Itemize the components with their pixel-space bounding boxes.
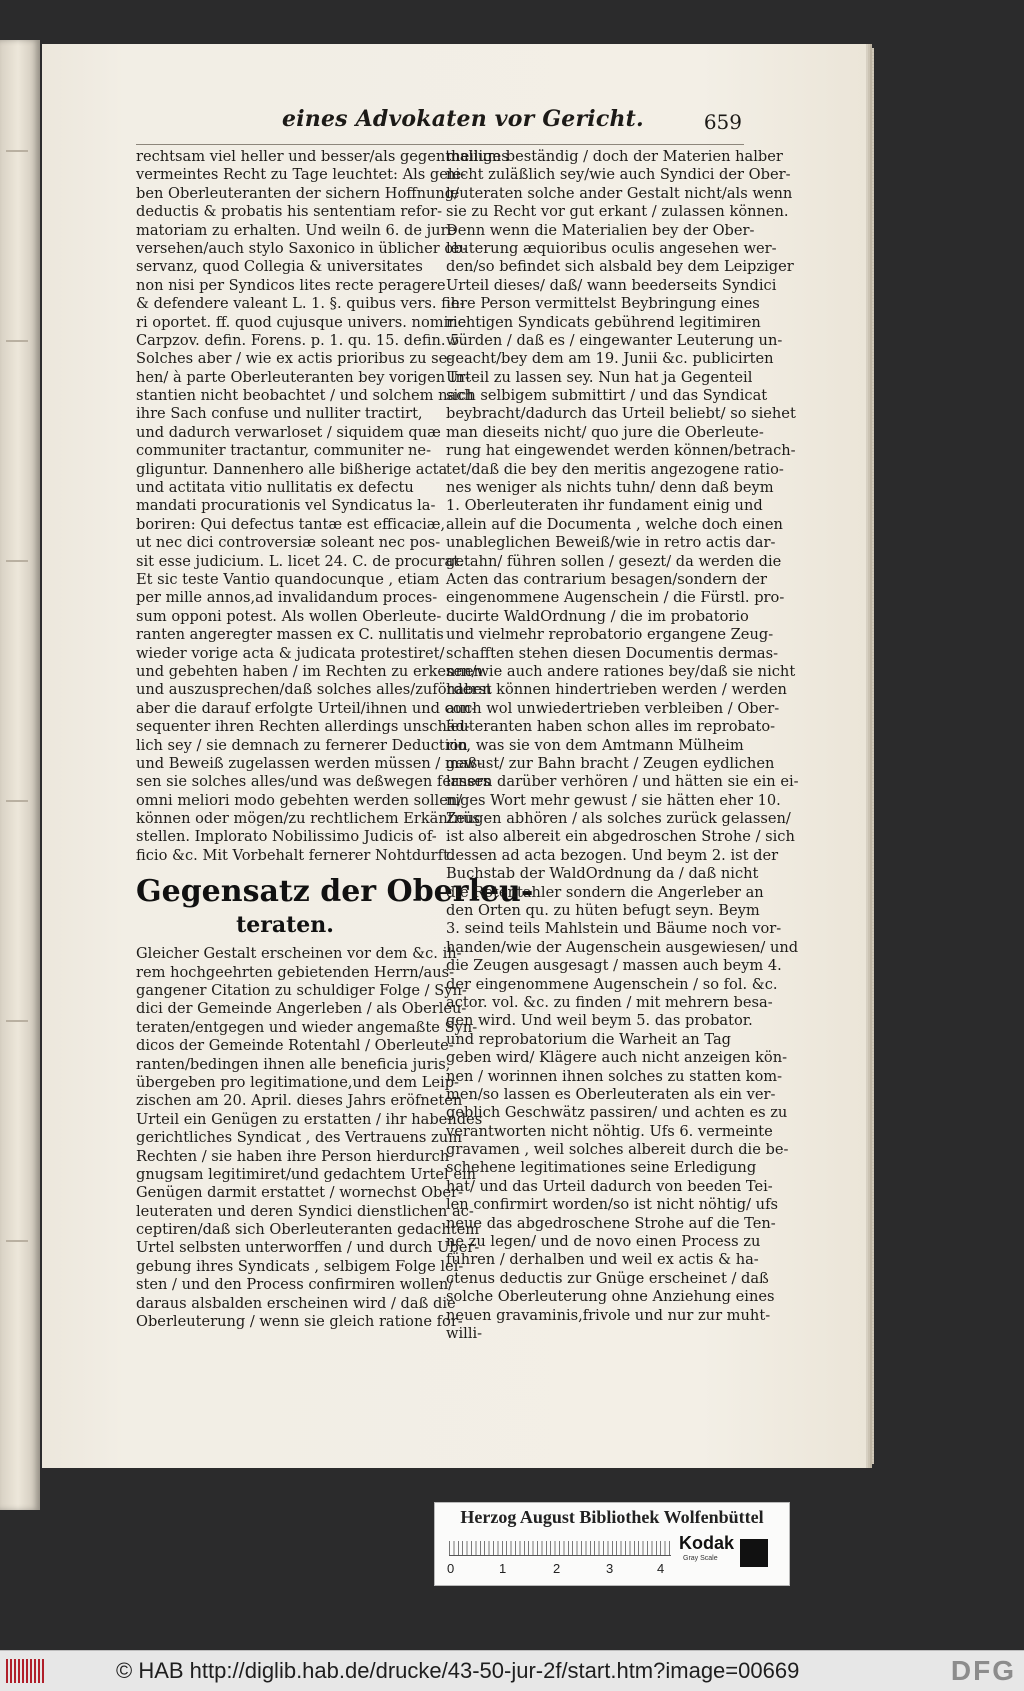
text-line: ranten/bedingen ihnen alle beneficia juris, [136,1055,451,1073]
text-line: können oder mögen/zu rechtlichem Erkäntnüs [136,810,480,828]
text-line: servanz, quod Collegia & universitates [136,258,423,276]
text-line: ceptiren/daß sich Oberleuteranten gedachtem [136,1221,480,1239]
section-heading-continued: teraten. [236,912,334,939]
text-line: dici der Gemeinde Angerleben / als Oberleu- [136,1000,467,1018]
text-line: sum opponi potest. Als wollen Oberleute- [136,607,442,625]
left-page-edge [0,40,40,1510]
scale-number: 4 [657,1561,665,1576]
text-line: non nisi per Syndicos lites recte peragere [136,276,446,294]
footer-bar [0,1650,1024,1691]
text-line: und dadurch verwarloset / siquidem quæ [136,423,441,441]
text-line: eingenommene Augenschein / die Fürstl. pro- [446,589,785,607]
text-line: deductis & probatis his sententiam refor- [136,203,443,221]
text-line: ficio &c. Mit Vorbehalt fernerer Nohtdurft. [136,846,454,864]
header-rule [136,144,744,145]
text-line: Urteil zu lassen sey. Nun hat ja Gegenteil [446,368,753,386]
scale-number: 0 [447,1561,455,1576]
text-line: zischen am 20. April. dieses Jahrs eröfneten [136,1092,463,1110]
text-line: communiter tractantur, communiter ne- [136,442,431,460]
text-line: auch wol unwiedertrieben verbleiben / Ober- [446,699,780,717]
text-line: gerichtliches Syndicat , des Vertrauens zum [136,1129,462,1147]
text-line: und Beweiß zugelassen werden müssen / maß- [136,754,483,772]
library-name: Herzog August Bibliothek Wolfenbüttel [460,1507,764,1527]
dfg-logo: DFG [950,1655,1016,1686]
kodak-logo: Kodak [679,1533,735,1553]
text-line: sit esse judicium. L. licet 24. C. de procurat. [136,552,464,570]
text-line: ranten angeregter massen ex C. nullitatis [136,626,444,644]
text-line: Solches aber / wie ex actis prioribus zu se- [136,350,453,368]
text-line: per mille annos,ad invalidandum proces- [136,589,438,607]
text-line: versehen/auch stylo Saxonico in üblicher ob- [136,239,468,257]
text-line: sen/wie auch andere rationes bey/daß sie nicht [446,662,796,680]
text-line: nen / worinnen ihnen solches zu statten kom- [446,1067,783,1085]
text-line: vermeintes Recht zu Tage leuchtet: Als gele- [136,166,467,184]
text-line: die Rotentahler sondern die Angerleber an [446,883,764,901]
text-line: niges Wort mehr gewust / sie hätten eher 10. [446,791,781,809]
text-line: teraten/entgegen und wieder angemaßte Syn- [136,1018,478,1036]
text-line: stantien nicht beobachtet / und solchem nach [136,387,474,405]
text-line: und reprobatorium die Warheit an Tag [446,1030,731,1048]
text-line: men/so lassen es Oberleuteraten als ein ver- [446,1085,776,1103]
text-line: & defendere valeant L. 1. §. quibus vers. fie- [136,295,465,313]
text-line: rechtsam viel heller und besser/als gegentheiliges [136,148,509,165]
left-column-text-continued [136,945,483,1331]
ruler-baseline [449,1555,671,1556]
text-line: getahn/ führen sollen / gesezt/ da werden die [446,552,782,570]
text-line: unableglichen Beweiß/wie in retro actis dar- [446,534,776,552]
text-line: rung hat eingewendet werden können/betrach- [446,442,796,460]
text-line: Urtel selbsten unterworffen / und durch Uber- [136,1239,480,1257]
text-line: gnugsam legitimiret/und gedachtem Urtel ein [136,1165,477,1183]
page-number: 659 [703,110,742,134]
text-line: wieder vorige acta & judicata protestiret/ [136,644,445,662]
text-line: leuteraten und deren Syndici dienstlichen ac- [136,1202,474,1220]
text-line: ist also albereit ein abgedroschen Strohe / sich [446,828,795,846]
text-line: richtigen Syndicats gebührend legitimiren [446,313,761,331]
text-line: leuteraten solche ander Gestalt nicht/als wenn [446,184,793,202]
text-line: handen/wie der Augenschein ausgewiesen/ und [446,938,799,956]
text-line: Urteil dieses/ daß/ wann beederseits Syndici [446,276,777,294]
text-line: ihre Sach confuse und nulliter tractirt, [136,405,423,423]
text-line: gangener Citation zu schuldiger Folge / Syn- [136,982,467,1000]
text-line: und actitata vitio nullitatis ex defectu [136,479,414,497]
text-line: Genügen darmit erstattet / wornechst Ober- [136,1184,463,1202]
scale-number: 2 [553,1561,561,1576]
text-line: nicht zuläßlich sey/wie auch Syndici der Ober- [446,166,791,184]
text-line: lich sey / sie demnach zu fernerer Deduction [136,736,468,754]
source-citation[interactable]: © HAB http://diglib.hab.de/drucke/43-50-jur-2f/start.htm?image=00669 [116,1658,800,1683]
text-line: gewust/ zur Bahn bracht / Zeugen eydlichen [446,754,775,772]
text-line: tet/daß die bey den meritis angezogene ratio- [446,460,784,478]
right-column-text [446,148,799,1343]
text-line: den Orten qu. zu hüten befugt seyn. Beym [446,902,760,920]
text-line: dessen ad acta bezogen. Und beym 2. ist der [446,846,779,864]
text-line: sie zu Recht vor gut erkant / zulassen können. [446,203,789,221]
text-line: 1. Oberleuteraten ihr fundament einig und [446,497,763,515]
text-line: geben wird/ Klägere auch nicht anzeigen kön- [446,1049,788,1067]
right-column [446,148,799,1343]
text-line: beybracht/dadurch das Urteil beliebt/ so siehet [446,405,796,423]
text-line: würden / daß es / eingewanter Leuterung un- [446,331,783,349]
text-line: ut nec dici controversiæ soleant nec pos- [136,534,441,552]
text-line: dicos der Gemeinde Rotentahl / Oberleute- [136,1037,454,1055]
text-line: aber die darauf erfolgte Urteil/ihnen und con- [136,699,476,717]
text-line: daraus alsbalden erscheinen wird / daß die [136,1294,456,1312]
text-line: gliguntur. Dannenhero alle bißherige acta [136,460,448,478]
text-line: gebung ihres Syndicats , selbigem Folge lei- [136,1257,464,1275]
text-line: solche Oberleuterung ohne Anziehung eines [446,1288,775,1306]
text-line: nes weniger als nichts tuhn/ denn daß beym [446,479,774,497]
text-line: Buchstab der WaldOrdnung da / daß nicht [446,865,759,883]
text-line: gravamen , weil solches albereit durch die be- [446,1141,789,1159]
left-column-text [136,148,509,865]
text-line: boriren: Qui defectus tantæ est efficaciæ, [136,515,446,533]
gray-scale-label: Gray Scale [683,1555,718,1562]
text-line: sten / und den Process confirmiren wollen/ [136,1276,454,1294]
page-stack-edge [866,48,874,1464]
text-line: verantworten nicht nöhtig. Ufs 6. vermeinte [446,1122,773,1140]
page-header [282,106,742,142]
left-column [136,148,534,1331]
text-line: schafften stehen diesen Documentis dermas- [446,644,779,662]
scale-number: 1 [499,1561,507,1576]
text-line: führen / derhalben und weil ex actis & ha- [446,1251,759,1269]
text-line: und vielmehr reprobatorio ergangene Zeug- [446,626,774,644]
text-line: neuen gravaminis,frivole und nur zur muht- [446,1306,771,1324]
text-line: Et sic teste Vantio quandocunque , etiam [136,570,440,588]
text-line: und gebehten haben / im Rechten zu erkennen [136,662,483,680]
text-line: matoriam zu erhalten. Und weiln 6. de jure [136,221,457,239]
text-line: ihre Person vermittelst Beybringung eines [446,295,760,313]
text-line: gen wird. Und weil beym 5. das probator. [446,1012,753,1030]
text-line: neue das abgedroschene Strohe auf die Ten- [446,1214,776,1232]
text-line: Rechten / sie haben ihre Person hierdurch [136,1147,450,1165]
text-line: sequenter ihren Rechten allerdings unschäd- [136,718,470,736]
text-line: Urteil ein Genügen zu erstatten / ihr habendes [136,1110,483,1128]
text-line: Oberleuterung / wenn sie gleich ratione for- [136,1313,463,1331]
text-line: geacht/bey dem am 19. Junii &c. publicirten [446,350,774,368]
text-line: rem hochgeehrten gebietenden Herrn/aus- [136,963,455,981]
text-line: ctenus deductis zur Gnüge erscheinet / daß [446,1269,769,1287]
text-line: stellen. Implorato Nobilissimo Judicis of- [136,828,437,846]
scale-number: 3 [606,1561,614,1576]
text-line: schehene legitimationes seine Erledigung [446,1159,757,1177]
text-line: ben Oberleuteranten der sichern Hoffnung/ [136,184,460,202]
text-line: ducirte WaldOrdnung / die im probatorio [446,607,749,625]
text-line: lassen darüber verhören / und hätten sie ein ei- [446,773,799,791]
black-patch [740,1539,768,1567]
text-line: ne zu legen/ und de novo einen Process zu [446,1233,761,1251]
text-line: leuterung æquioribus oculis angesehen wer- [446,239,777,257]
text-line: 3. seind teils Mahlstein und Bäume noch vor- [446,920,782,938]
text-line: omni meliori modo gebehten werden sollen/ [136,791,463,809]
text-line: Gleicher Gestalt erscheinen vor dem &c. ih- [136,945,462,963]
text-line: hen/ à parte Oberleuteranten bey vorigen In- [136,368,470,386]
text-line: allein auf die Documenta , welche doch einen [446,515,783,533]
text-line: den/so befindet sich alsbald bey dem Leipziger [446,258,794,276]
text-line: malium beständig / doch der Materien halber [446,148,783,165]
text-line: Carpzov. defin. Forens. p. 1. qu. 15. defin. 5. [136,331,465,349]
text-line: Zeugen abhören / als solches zurück gelassen/ [446,810,791,828]
text-line: len confirmirt worden/so ist nicht nöhtig/ ufs [446,1196,778,1214]
text-line: die Zeugen ausgesagt / massen auch beym 4. [446,957,782,975]
text-line: Acten das contrarium besagen/sondern der [446,570,767,588]
text-line: actor. vol. &c. zu finden / mit mehrern besa- [446,993,773,1011]
text-line: willi- [446,1325,483,1342]
text-line: und auszusprechen/daß solches alles/zuförderst [136,681,492,699]
ruler-scale [449,1541,671,1555]
text-line: haben können hindertrieben werden / werden [446,681,787,699]
running-head: eines Advokaten vor Gericht. [282,106,644,132]
section-heading: Gegensatz der Oberleu- [136,874,534,910]
text-line: man dieseits nicht/ quo jure die Oberleute- [446,423,764,441]
text-line: rio, was sie von dem Amtmann Mülheim [446,736,744,754]
text-line: leuteranten haben schon alles im reprobato- [446,718,776,736]
barcode-icon [6,1659,46,1683]
text-line: ri oportet. ff. quod cujusque univers. nomine. [136,313,471,331]
text-line: der eingenommene Augenschein / so fol. &c. [446,975,778,993]
text-line: hat/ und das Urteil dadurch von beeden Tei- [446,1177,773,1195]
text-line: sich selbigem submittirt / und das Syndicat [446,387,768,405]
text-line: Denn wenn die Materialien bey der Ober- [446,221,755,239]
text-line: mandati procurationis vel Syndicatus la- [136,497,436,515]
text-line: übergeben pro legitimatione,und dem Leip- [136,1073,459,1091]
color-target-card [434,1502,790,1586]
text-line: geblich Geschwätz passiren/ und achten es zu [446,1104,788,1122]
text-line: sen sie solches alles/und was deßwegen ferners [136,773,491,791]
